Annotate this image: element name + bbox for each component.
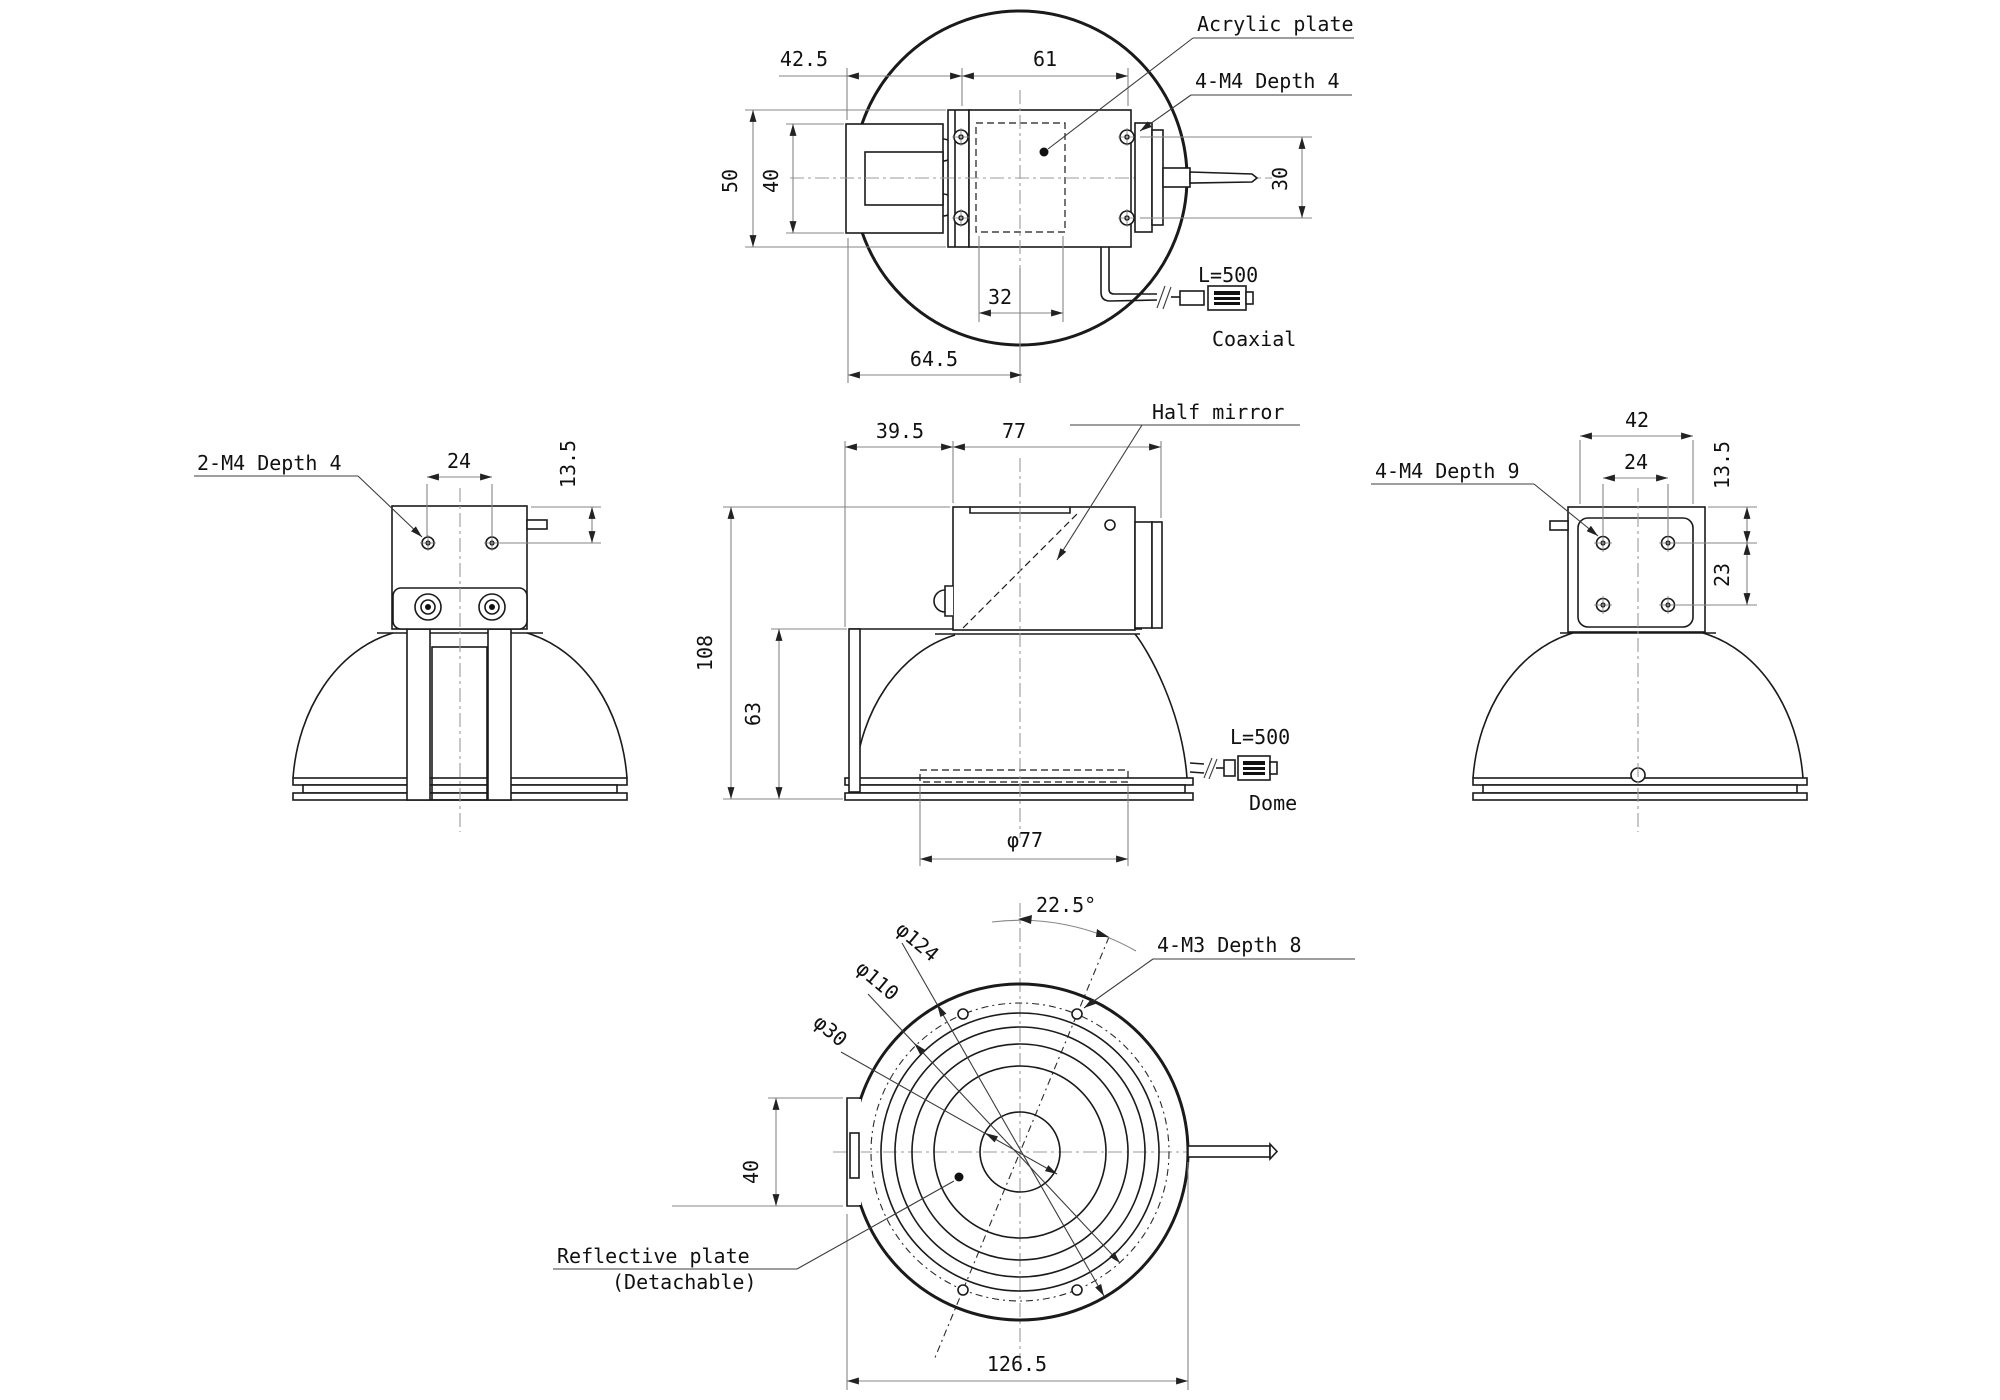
label-screw-spec-left: 2-M4 Depth 4 [197,451,342,475]
dim-64-5: 64.5 [909,347,959,371]
dim-40-bottom: 40 [739,1159,763,1185]
mount-bracket [849,629,860,792]
label-detachable: (Detachable) [612,1270,757,1294]
label-half-mirror: Half mirror [1152,400,1285,424]
label-acrylic-plate: Acrylic plate [1197,12,1354,36]
mount-plate [1568,507,1705,632]
dome-cable [1190,756,1277,780]
dim-dia77: φ77 [1006,828,1044,852]
label-screw-spec-right: 4-M4 Depth 9 [1375,459,1520,483]
dim-42-5: 42.5 [779,47,829,71]
dim-63: 63 [741,701,765,727]
dim-13-5-right: 13.5 [1710,440,1734,490]
support-leg [488,629,511,800]
dim-dia124: φ124 [891,916,944,967]
left-side-view [194,440,627,832]
label-cable-length-top: L=500 [1198,263,1259,287]
bottom-cable [1188,1144,1277,1159]
front-view [693,400,1300,866]
dim-77: 77 [1001,419,1027,443]
dim-24-right: 24 [1623,450,1649,474]
label-cable-length-front: L=500 [1230,725,1291,749]
head-body-front [953,507,1135,630]
label-screw-spec-top: 4-M4 Depth 4 [1195,69,1340,93]
dim-23: 23 [1710,562,1734,588]
reflective-leader-dot [955,1173,964,1182]
label-coaxial: Coaxial [1212,327,1297,351]
dim-50: 50 [718,168,742,194]
dim-dia30: φ30 [808,1009,853,1052]
dim-126-5: 126.5 [986,1352,1048,1376]
dim-24-left: 24 [446,449,472,473]
right-side-view [1371,408,1807,832]
bottom-view [553,893,1355,1390]
acrylic-leader-dot [1040,148,1049,157]
dim-40: 40 [759,168,783,194]
dim-39-5: 39.5 [875,419,925,443]
top-view [718,11,1354,383]
dim-13-5-left: 13.5 [556,439,580,489]
side-connector [1135,123,1257,232]
dim-30: 30 [1268,166,1292,192]
dim-42: 42 [1624,408,1650,432]
dim-angle-22-5: 22.5° [1036,893,1097,917]
support-leg [407,629,430,800]
dim-32: 32 [987,285,1013,309]
dim-108: 108 [693,634,717,672]
label-reflective-plate: Reflective plate [557,1244,750,1268]
dim-dia110: φ110 [851,955,904,1006]
dim-61: 61 [1032,47,1058,71]
hole-axis-line [934,937,1109,1360]
label-screw-spec-bottom: 4-M3 Depth 8 [1157,933,1302,957]
label-dome: Dome [1249,791,1298,815]
